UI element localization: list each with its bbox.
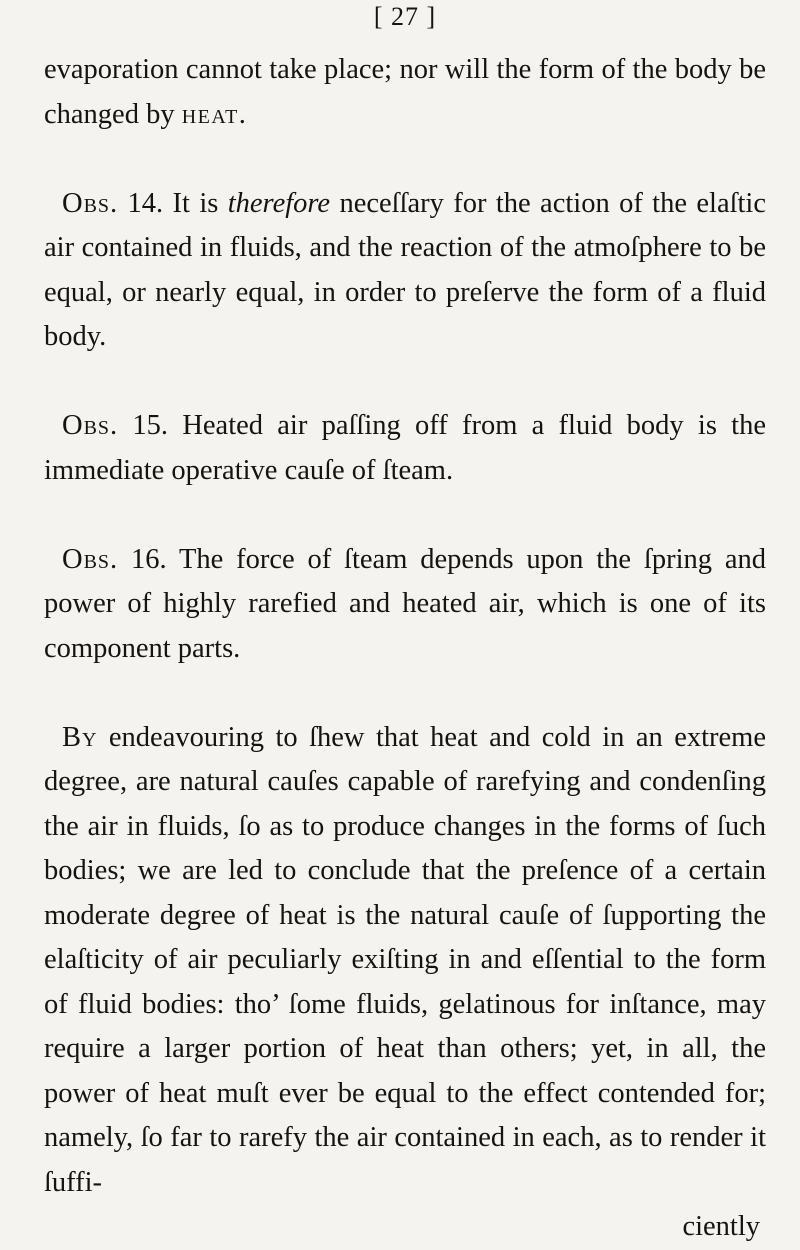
paragraph-endeavouring [44, 716, 766, 1206]
paragraph-obs-16 [44, 538, 766, 672]
paragraph-text: 14. It is [118, 187, 228, 219]
paragraph-gap [44, 360, 766, 405]
paragraph-text: evaporation cannot take place; nor will the form of the body be changed by [44, 54, 766, 130]
lead-word-by: By [62, 721, 98, 753]
paragraph-obs-14 [44, 182, 766, 360]
paragraph-evaporation [44, 48, 766, 137]
obs-label: Obs. [62, 410, 119, 441]
paragraph-text: 15. Heated air paſſing off from a fluid body is the immediate operative cauſe of ſteam. [44, 410, 766, 486]
catchword: ciently [682, 1211, 760, 1242]
obs-label: Obs. [62, 187, 119, 219]
italic-therefore: therefore [227, 187, 331, 219]
paragraph-gap [44, 137, 766, 182]
paragraph-gap [44, 493, 766, 538]
paragraph-gap [44, 671, 766, 716]
obs-label: Obs. [62, 543, 119, 575]
paragraph-text: 16. The force of ſteam depends upon the ſpring and power of highly rarefied and heated air, which is one of its component parts. [44, 543, 766, 664]
page-number: [ 27 ] [373, 2, 437, 31]
paragraph-text: endeavouring to ſhew that heat and cold in an extreme degree, are natural cauſes capable of rarefying and condenſing the air in fluids, ſo as to produce changes in the forms of ſuch bodies; we are led to conclude that the preſence of a certain moderate degree of heat is the natural cauſe of ſupporting the elaſticity of air peculiarly exiſting in and eſſential to the form of fluid bodies: tho’ ſome fluids, gelatinous for inſtance, may require a larger portion of heat than others; yet, in all, the power of heat muſt ever be equal to the effect contended for; namely, ſo far to rarefy the air contained in each, as to render it ſuffi- [44, 721, 766, 1198]
paragraph-obs-15 [44, 404, 766, 493]
paragraph-text: neceſſary for the action of the elaſtic air contained in fluids, and the reaction of the atmoſphere to be equal, or nearly equal, in order to preſerve the form of a fluid body. [44, 187, 766, 352]
small-caps-heat: heat. [181, 98, 248, 130]
